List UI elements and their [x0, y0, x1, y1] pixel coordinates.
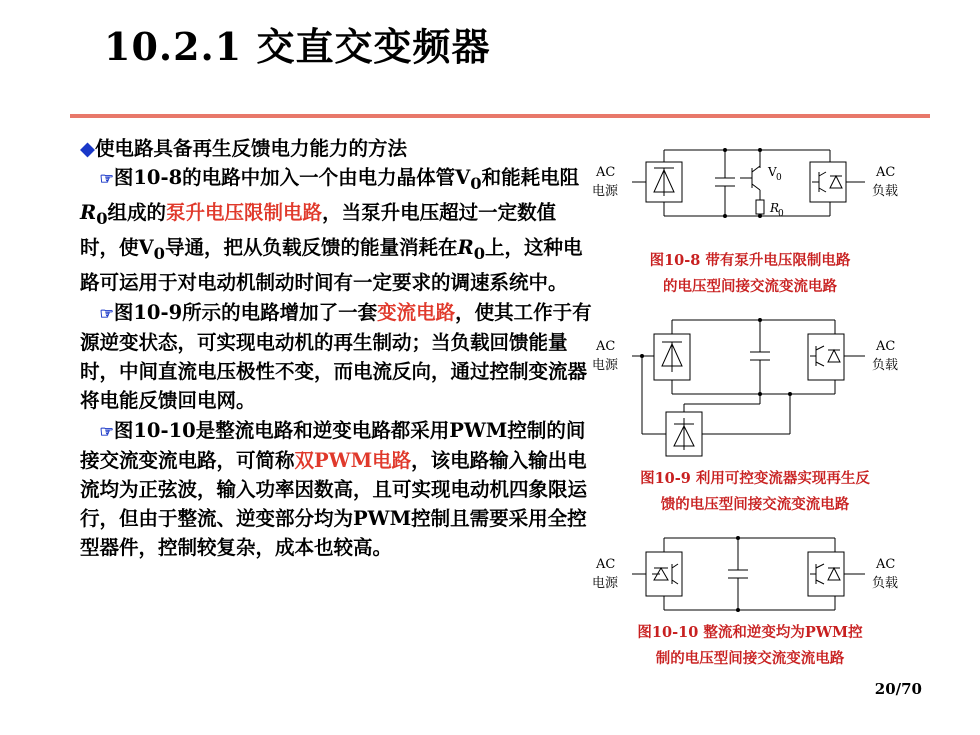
svg-text:电源: 电源 — [592, 576, 619, 591]
svg-text:负载: 负载 — [872, 358, 899, 373]
svg-text:AC: AC — [876, 557, 896, 572]
highlight-term: 变流电路 — [377, 300, 456, 324]
svg-text:电源: 电源 — [592, 184, 619, 199]
diamond-bullet-icon: ◆ — [80, 137, 95, 160]
svg-text:负载: 负载 — [872, 184, 899, 199]
svg-text:AC: AC — [876, 165, 896, 180]
paragraph-3: ☞图10-10是整流电路和逆变电路都采用PWM控制的间接交流变流电路，可简称双PWM电路，该电路输入输出电流均为正弦波，输入功率因数高，且可实现电动机四象限运行，但由于整流、逆变部分均为PWM控制且需要采用全控型器件，控制较复杂，成本也较高。 — [80, 418, 588, 560]
slide-title: 10.2.1 交直交变频器 — [104, 24, 491, 69]
figure-10-10-diagram — [590, 524, 910, 620]
pointing-hand-icon: ☞ — [99, 303, 114, 323]
svg-text:AC: AC — [596, 339, 616, 354]
paragraph-1: ☞图10-8的电路中加入一个由电力晶体管$V_0$和能耗电阻$R_0$组成的泵升电压限制电路，当泵升电压超过一定数值时，使$V_0$导通，把从负载反馈的能量消耗在$R_0$上，这种电路可运用于对电动机制动时间有一定要求的调速系统中。 — [80, 166, 583, 295]
paragraph-2: ☞图10-9所示的电路增加了一套变流电路，使其工作于有源逆变状态，可实现电动机的再生制动；当负载回馈能量时，中间直流电压极性不变，而电流反向，通过控制变流器将电能反馈回电网。 — [80, 300, 592, 413]
page-number: 20/70 — [874, 680, 922, 698]
svg-text:电源: 电源 — [592, 358, 619, 373]
svg-text:AC: AC — [596, 557, 616, 572]
title-rule — [70, 114, 930, 118]
svg-text:0: 0 — [776, 173, 782, 183]
figure-10-9-caption: 图10-9 利用可控变流器实现再生反 馈的电压型间接交流变流电路 — [640, 470, 870, 513]
pointing-hand-icon: ☞ — [99, 169, 114, 189]
figure-10-10-caption: 图10-10 整流和逆变均为PWM控 制的电压型间接交流变流电路 — [637, 624, 863, 667]
body-text — [80, 134, 592, 563]
figure-10-9-diagram — [590, 304, 910, 466]
svg-text:负载: 负载 — [872, 576, 899, 591]
svg-text:AC: AC — [876, 339, 896, 354]
highlight-term: 泵升电压限制电路 — [166, 201, 323, 225]
figure-10-8-diagram — [590, 120, 910, 245]
svg-text:AC: AC — [596, 165, 616, 180]
figure-10-8-caption: 图10-8 带有泵升电压限制电路 的电压型间接交流变流电路 — [649, 252, 851, 295]
svg-text:V: V — [768, 165, 777, 179]
svg-text:R: R — [770, 201, 780, 215]
pointing-hand-icon: ☞ — [99, 421, 114, 441]
highlight-term: 双PWM电路 — [294, 448, 412, 472]
bullet-heading: ◆使电路具备再生反馈电力能力的方法 — [80, 137, 408, 160]
svg-text:0: 0 — [778, 209, 784, 219]
